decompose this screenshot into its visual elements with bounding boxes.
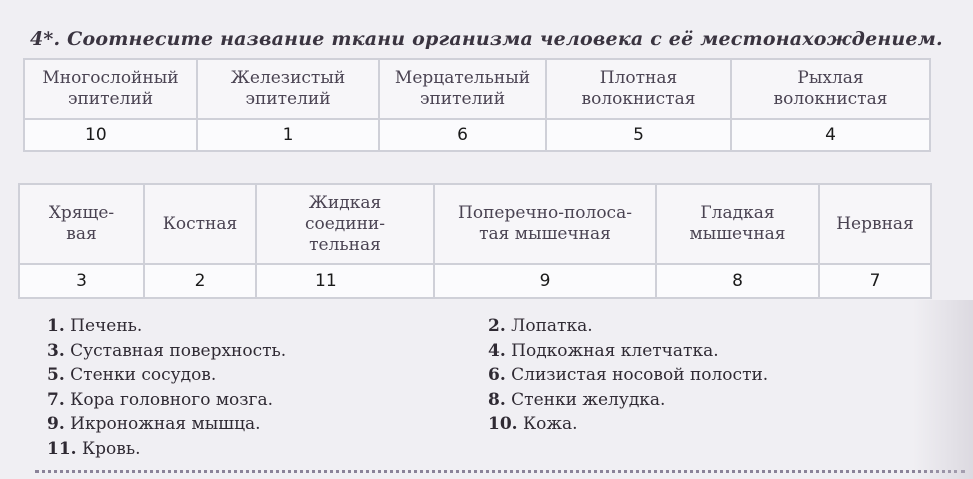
tissue-table-2: [18, 183, 932, 299]
answer-cell[interactable]: 2: [144, 264, 256, 298]
answer-cell[interactable]: 3: [19, 264, 144, 298]
tissue-table-1: [23, 58, 931, 152]
answer-cell[interactable]: 10: [24, 119, 197, 151]
list-item: 4. Подкожная клетчатка.: [488, 340, 719, 361]
header-cell: Нервная: [819, 184, 931, 264]
header-cell: Железистый эпителий: [197, 59, 379, 119]
header-cell: Хряще- вая: [19, 184, 144, 264]
dotted-divider: [35, 470, 965, 473]
list-item: 8. Стенки желудка.: [488, 389, 666, 410]
table-header-row: [24, 59, 930, 119]
header-cell: Плотная волокнистая: [546, 59, 731, 119]
list-item: 2. Лопатка.: [488, 316, 593, 336]
list-item: 7. Кора головного мозга.: [47, 389, 274, 410]
answer-cell[interactable]: 9: [434, 264, 656, 298]
answer-cell[interactable]: 7: [819, 264, 931, 298]
table-answer-row: [24, 119, 930, 151]
page-shadow: [913, 300, 973, 479]
header-cell: Многослойный эпителий: [24, 59, 197, 119]
header-cell: Поперечно-полоса- тая мышечная: [434, 184, 656, 264]
answer-cell[interactable]: 4: [731, 119, 930, 151]
header-cell: Костная: [144, 184, 256, 264]
answer-cell[interactable]: 8: [656, 264, 819, 298]
answer-cell[interactable]: 5: [546, 119, 731, 151]
header-cell: Гладкая мышечная: [656, 184, 819, 264]
answer-cell[interactable]: 1: [197, 119, 379, 151]
answer-cell[interactable]: 11: [256, 264, 434, 298]
list-item: 6. Слизистая носовой полости.: [488, 365, 769, 385]
task-title: 4*. Соотнесите название ткани организма человека с её местонахождением.: [30, 28, 943, 50]
table-answer-row: [19, 264, 931, 298]
list-item: 1. Печень.: [47, 316, 143, 336]
list-item: 9. Икроножная мышца.: [47, 414, 261, 434]
answer-cell[interactable]: 6: [379, 119, 546, 151]
list-item: 5. Стенки сосудов.: [47, 365, 217, 385]
table-header-row: [19, 184, 931, 264]
location-list-left: [47, 314, 286, 461]
header-cell: Жидкая соедини- тельная: [256, 184, 434, 264]
location-list-right: [488, 314, 768, 437]
list-item: 3. Суставная поверхность.: [47, 340, 287, 361]
header-cell: Мерцательный эпителий: [379, 59, 546, 119]
list-item: 10. Кожа.: [488, 414, 578, 434]
header-cell: Рыхлая волокнистая: [731, 59, 930, 119]
list-item: 11. Кровь.: [47, 438, 141, 459]
